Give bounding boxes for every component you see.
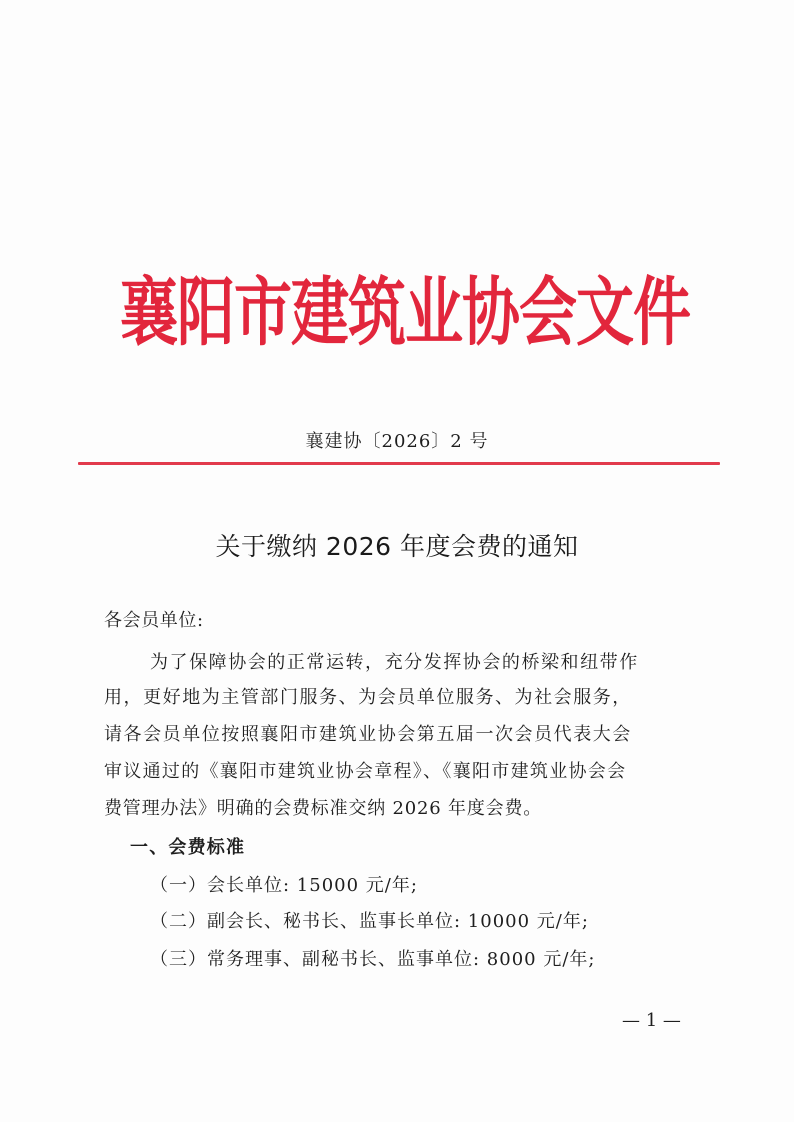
document-number: 襄建协〔2026〕2 号 <box>305 431 489 452</box>
fee-item: （三）常务理事、副秘书长、监事单位: 8000 元/年; <box>150 949 596 970</box>
fee-item: （一）会长单位: 15000 元/年; <box>150 875 418 896</box>
salutation: 各会员单位: <box>104 610 204 631</box>
section-heading-fee-standard: 一、会费标准 <box>130 837 246 858</box>
page-number: — 1 — <box>622 1010 681 1031</box>
paragraph-line: 为了保障协会的正常运转，充分发挥协会的桥梁和纽带作 <box>150 652 639 673</box>
paragraph-line: 费管理办法》明确的会费标准交纳 2026 年度会费。 <box>104 798 543 819</box>
organization-letterhead-title: 襄阳市建筑业协会文件 <box>120 268 691 356</box>
paragraph-line: 用，更好地为主管部门服务、为会员单位服务、为社会服务， <box>104 687 632 708</box>
letterhead-red-divider <box>78 462 720 465</box>
paragraph-line: 审议通过的《襄阳市建筑业协会章程》、《襄阳市建筑业协会会 <box>104 761 627 782</box>
notice-title: 关于缴纳 2026 年度会费的通知 <box>215 532 579 561</box>
paragraph-line: 请各会员单位按照襄阳市建筑业协会第五届一次会员代表大会 <box>104 724 632 745</box>
fee-item: （二）副会长、秘书长、监事长单位: 10000 元/年; <box>150 911 589 932</box>
